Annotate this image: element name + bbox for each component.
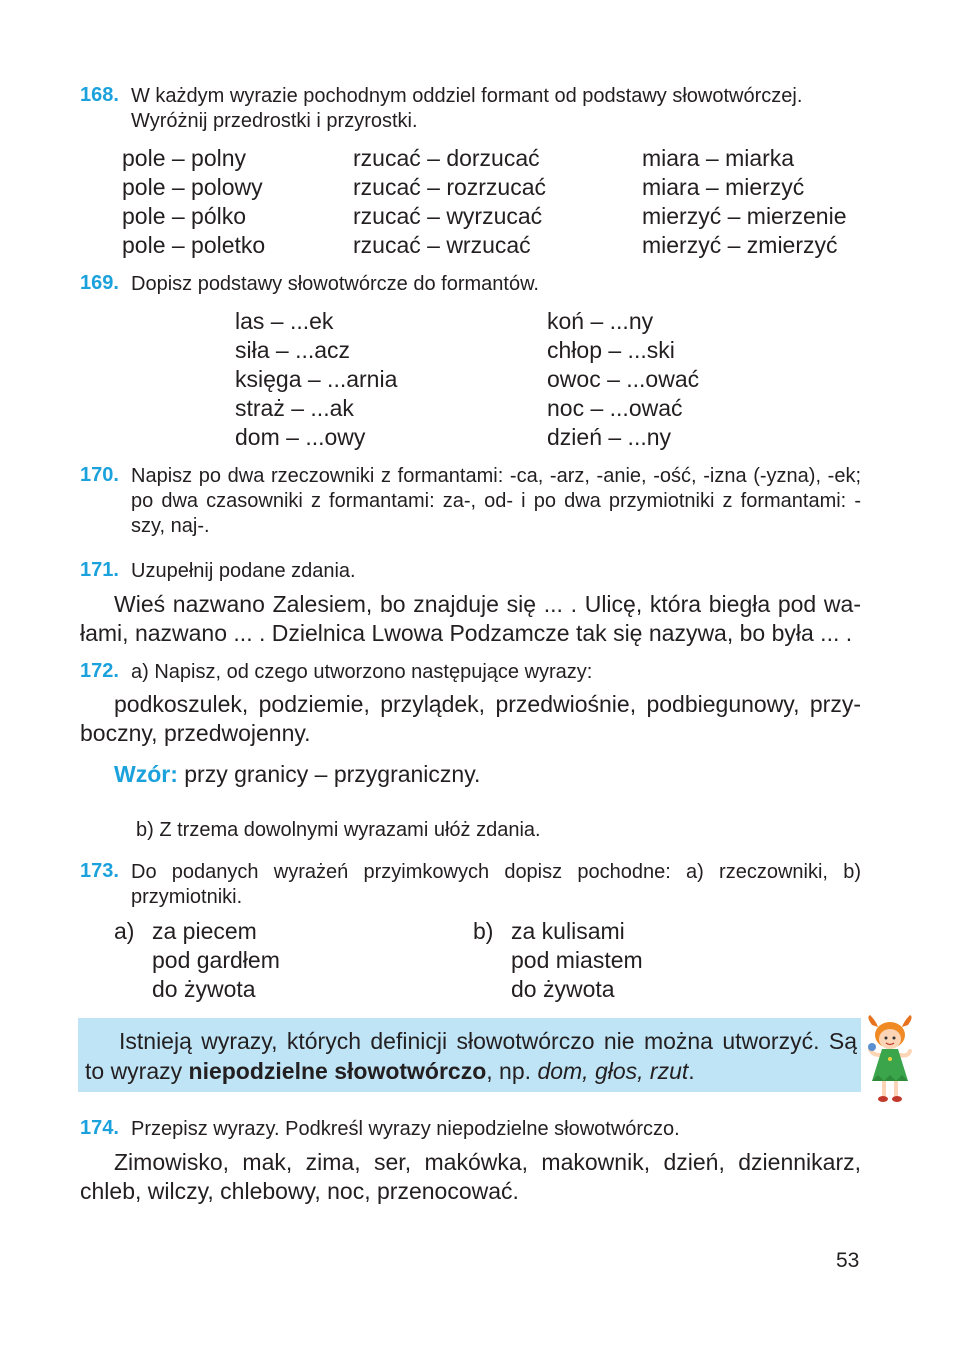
exercise-174-text: Zimowisko, mak, zima, ser, makówka, makownik, dzień, dziennikarz, chleb, wilczy, chlebowy, noc, przenocować. — [80, 1149, 861, 1204]
word-pair: rzucać – wrzucać — [353, 232, 531, 258]
info-text-part: Istnieją wyrazy, których definicji słowotwórczo nie można utworzyć. Są to wyrazy — [85, 1028, 857, 1084]
info-text-part: . — [688, 1058, 695, 1084]
exercise-number-171: 171. — [80, 559, 119, 581]
exercise-169-instruction: Dopisz podstawy słowotwórcze do formantów. — [131, 273, 539, 295]
exercise-169-column-1 — [235, 307, 397, 452]
word-pair: pole – poletko — [122, 232, 266, 258]
list-item: za kulisami — [511, 918, 625, 944]
formant-item: dzień – ...ny — [547, 424, 672, 450]
word-pair: pole – pólko — [122, 203, 247, 229]
exercise-number-172: 172. — [80, 660, 119, 682]
info-bold-term: niepodzielne słowotwórczo — [188, 1058, 487, 1084]
list-label-a: a) — [114, 918, 135, 944]
exercise-number-174: 174. — [80, 1117, 119, 1139]
exercise-174-instruction: Przepisz wyrazy. Podkreśl wyrazy niepodzielne słowotwórczo. — [131, 1118, 680, 1140]
formant-item: noc – ...ować — [547, 395, 683, 421]
word-pair: mierzyć – zmierzyć — [642, 232, 838, 258]
word-pair: miara – miarka — [642, 145, 795, 171]
info-box-text — [85, 1026, 857, 1086]
exercise-172-instruction-a: a) Napisz, od czego utworzono następujące wyrazy: — [131, 661, 593, 683]
list-item: pod miastem — [511, 947, 643, 973]
list-item: pod gardłem — [152, 947, 280, 973]
exercise-168-instruction-line2: Wyróżnij przedrostki i przyrostki. — [131, 110, 418, 132]
exercise-number-170: 170. — [80, 464, 119, 486]
exercise-169-column-2 — [547, 307, 699, 452]
exercise-171-text: Wieś nazwano Zalesiem, bo znajduje się ... . Ulicę, która biegła pod wałami, nazwano ... . Dzielnica Lwowa Podzamcze tak się nazywa, bo była ... . — [80, 591, 861, 646]
example-text: przy granicy – przygraniczny. — [177, 761, 481, 787]
page-number: 53 — [836, 1249, 860, 1272]
word-pair: pole – polny — [122, 145, 247, 171]
exercise-172-instruction-b: b) Z trzema dowolnymi wyrazami ułóż zdania. — [136, 819, 541, 841]
formant-item: chłop – ...ski — [547, 337, 675, 363]
girl-illustration-icon — [864, 1015, 916, 1107]
exercise-168-column-1 — [122, 144, 265, 260]
info-italic-examples: dom, głos, rzut — [537, 1058, 689, 1084]
exercise-172-words: podkoszulek, podziemie, przylądek, przedwiośnie, podbiegunowy, przyboczny, przedwojenny. — [80, 691, 861, 746]
exercise-168-instruction-line1: W każdym wyrazie pochodnym oddziel formant od podstawy słowotwórczej. — [131, 85, 803, 107]
exercise-172-example — [114, 760, 480, 789]
formant-item: straż – ...ak — [235, 395, 354, 421]
word-pair: mierzyć – mierzenie — [642, 203, 847, 229]
exercise-170-instruction: Napisz po dwa rzeczowniki z formantami: -ca, -arz, -anie, -ość, -izna (-yzna), -ek; po dwa czasowniki z formantami: za-, od- i po dwa przymiotniki z formantami: -szy, naj-. — [131, 465, 861, 537]
formant-item: koń – ...ny — [547, 308, 654, 334]
word-pair: rzucać – wyrzucać — [353, 203, 543, 229]
word-pair: miara – mierzyć — [642, 174, 805, 200]
exercise-168-column-2 — [353, 144, 546, 260]
exercise-168-column-3 — [642, 144, 847, 260]
list-label-b: b) — [473, 918, 494, 944]
word-pair: pole – polowy — [122, 174, 263, 200]
exercise-173-list-a — [114, 917, 280, 1004]
list-item: za piecem — [152, 918, 257, 944]
formant-item: las – ...ek — [235, 308, 334, 334]
word-pair: rzucać – rozrzucać — [353, 174, 547, 200]
list-item: do żywota — [152, 976, 256, 1002]
exercise-173-instruction: Do podanych wyrażeń przyimkowych dopisz pochodne: a) rzeczowniki, b) przymiotniki. — [131, 861, 861, 908]
formant-item: dom – ...owy — [235, 424, 366, 450]
exercise-number-169: 169. — [80, 272, 119, 294]
exercise-number-168: 168. — [80, 84, 119, 106]
formant-item: księga – ...arnia — [235, 366, 398, 392]
word-pair: rzucać – dorzucać — [353, 145, 540, 171]
formant-item: siła – ...acz — [235, 337, 351, 363]
exercise-171-instruction: Uzupełnij podane zdania. — [131, 560, 356, 582]
exercise-173-list-b — [473, 917, 643, 1004]
exercise-number-173: 173. — [80, 860, 119, 882]
list-item: do żywota — [511, 976, 615, 1002]
example-label: Wzór: — [114, 761, 178, 787]
formant-item: owoc – ...ować — [547, 366, 700, 392]
info-text-part: , np. — [486, 1058, 538, 1084]
